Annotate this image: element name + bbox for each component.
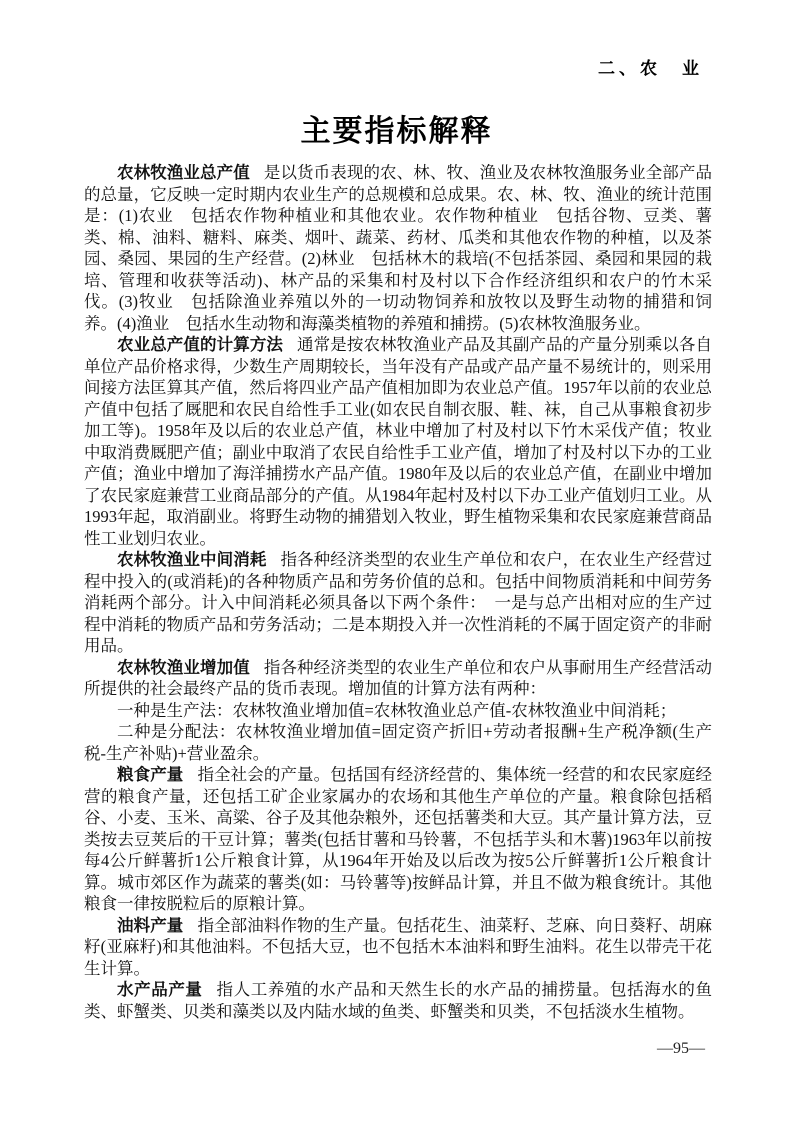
formula-production-method <box>84 700 712 722</box>
paragraph-calculation-method <box>84 334 712 549</box>
paragraph-grain-output <box>84 764 712 915</box>
term-calculation-method: 农业总产值的计算方法 <box>117 335 284 354</box>
term-gross-output-value: 农林牧渔业总产值 <box>117 163 250 182</box>
paragraph-value-added <box>84 657 712 700</box>
paragraph-text: 指各种经济类型的农业生产单位和农户，在农业生产经营过程中投入的(或消耗)的各种物质产品和劳务价值的总和。包括中间物质消耗和中间劳务消耗两个部分。计入中间消耗必须具备以下两个条件： 一是与总产出相对应的生产过程中消耗的物质产品和劳务活动；二是本期投入并一次性消耗的不属于固定资产的非耐用品。 <box>84 550 713 655</box>
paragraph-text: 是以货币表现的农、林、牧、渔业及农林牧渔服务业全部产品的总量，它反映一定时期内农业生产的总规模和总成果。农、林、牧、渔业的统计范围是：(1)农业 包括农作物种植业和其他农业。农作物种植业 包括谷物、豆类、薯类、棉、油料、糖料、麻类、烟叶、蔬菜、药材、瓜类和其他农作物的种植，以及茶园、桑园、果园的生产经营。(2)林业 包括林木的栽培(不包括茶园、桑园和果园的栽培、管理和收获等活动)、林产品的采集和村及村以下合作经济组织和农户的竹木采伐。(3)牧业 包括除渔业养殖以外的一切动物饲养和放牧以及野生动物的捕猎和饲养。(4)渔业 包括水生动物和海藻类植物的养殖和捕捞。(5)农林牧渔服务业。 <box>84 163 713 333</box>
paragraph-text: 指各种经济类型的农业生产单位和农户从事耐用生产经营活动所提供的社会最终产品的货币表现。增加值的计算方法有两种： <box>84 657 713 698</box>
formula-distribution-method <box>84 721 712 764</box>
paragraph-text: 指全部油料作物的生产量。包括花生、油菜籽、芝麻、向日葵籽、胡麻籽(亚麻籽)和其他油料。不包括大豆，也不包括木本油料和野生油料。花生以带壳干花生计算。 <box>84 915 713 978</box>
paragraph-text: 指人工养殖的水产品和天然生长的水产品的捕捞量。包括海水的鱼类、虾蟹类、贝类和藻类以及内陆水域的鱼类、虾蟹类和贝类，不包括淡水生植物。 <box>84 980 713 1021</box>
term-oil-crops-output: 油料产量 <box>117 915 184 935</box>
page-number: —95— <box>657 1040 705 1057</box>
paragraph-gross-output-value <box>84 162 712 334</box>
paragraph-text: 通常是按农林牧渔业产品及其副产品的产量分别乘以各自单位产品价格求得，少数生产周期较长，当年没有产品或产品产量不易统计的，则采用间接方法匡算其产值，然后将四业产品产值相加即为农业总产值。1957年以前的农业总产值中包括了厩肥和农民自给性手工业(如农民自制衣服、鞋、袜，自己从事粮食初步加工等)。1958年及以后的农业总产值，林业中增加了村及村以下竹木采伐产值；牧业中取消费厩肥产值；副业中取消了农民自给性手工业产值，增加了村及村以下办的工业产值；渔业中增加了海洋捕捞水产品产值。1980年及以后的农业总产值，在副业中增加了农民家庭兼营工业商品部分的产值。从1984年起村及村以下办工业产值划归工业。从1993年起，取消副业。将野生动物的捕猎划入牧业，野生植物采集和农民家庭兼营商品性工业划归农业。 <box>84 335 713 548</box>
term-intermediate-consumption: 农林牧渔业中间消耗 <box>117 550 267 569</box>
page-title: 主要指标解释 <box>300 115 493 148</box>
term-aquatic-products-output: 水产品产量 <box>117 980 203 999</box>
paragraph-intermediate-consumption <box>84 549 712 657</box>
formula-text: 一种是生产法：农林牧渔业增加值=农林牧渔业总产值-农林牧渔业中间消耗； <box>117 700 677 720</box>
paragraph-aquatic-products-output <box>84 979 712 1022</box>
formula-text: 二种是分配法：农林牧渔业增加值=固定资产折旧+劳动者报酬+生产税净额(生产税-生产补贴)+营业盈余。 <box>84 722 712 763</box>
paragraph-oil-crops-output <box>84 915 712 980</box>
term-value-added: 农林牧渔业增加值 <box>117 657 250 677</box>
section-header: 二、农 业 <box>598 59 703 78</box>
document-body <box>84 162 712 1022</box>
term-grain-output: 粮食产量 <box>117 765 184 784</box>
paragraph-text: 指全社会的产量。包括国有经济经营的、集体统一经营的和农民家庭经营的粮食产量，还包括工矿企业家属办的农场和其他生产单位的产量。粮食除包括稻谷、小麦、玉米、高粱、谷子及其他杂粮外，还包括薯类和大豆。其产量计算方法，豆类按去豆荚后的干豆计算；薯类(包括甘薯和马铃薯，不包括芋头和木薯)1963年以前按每4公斤鲜薯折1公斤粮食计算，从1964年开始及以后改为按5公斤鲜薯折1公斤粮食计算。城市郊区作为蔬菜的薯类(如：马铃薯等)按鲜品计算，并且不做为粮食统计。其他粮食一律按脱粒后的原粮计算。 <box>84 765 713 913</box>
